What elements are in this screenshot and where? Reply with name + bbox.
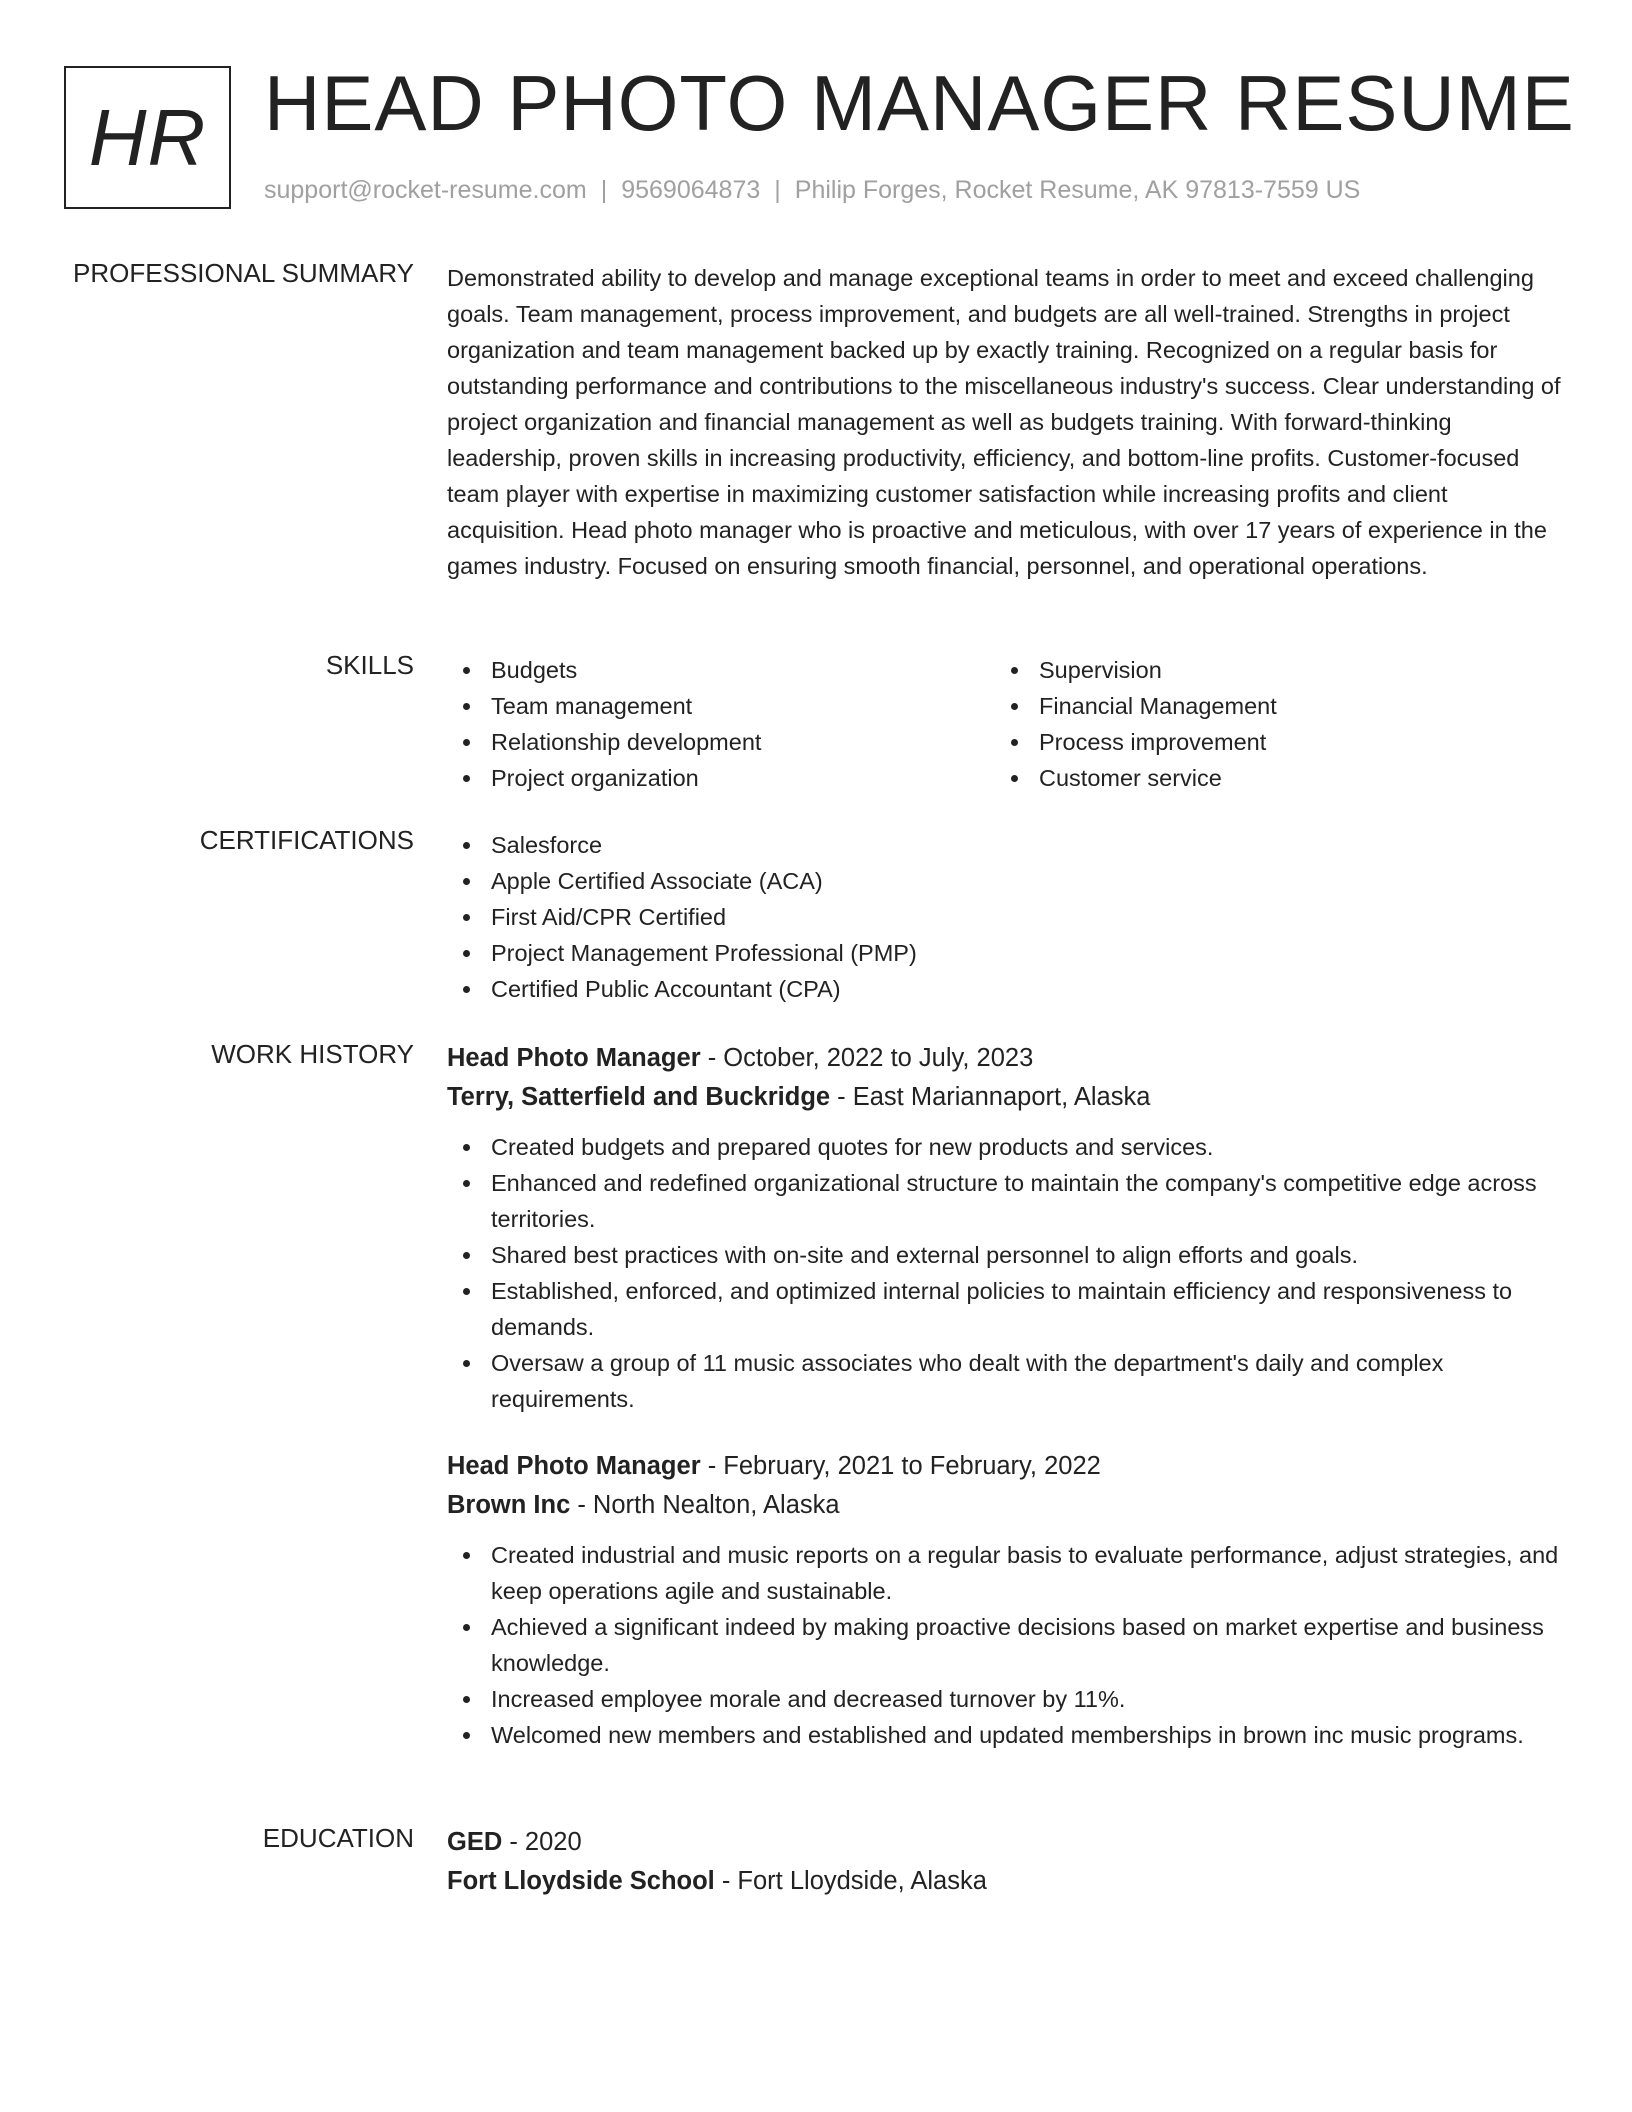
resume-title: HEAD PHOTO MANAGER RESUME xyxy=(264,59,1575,147)
job-bullet: Shared best practices with on-site and external personnel to align efforts and goals. xyxy=(447,1237,1562,1273)
work-history-body xyxy=(447,1039,1562,1753)
skill-item: Relationship development xyxy=(447,724,995,760)
education-year: - 2020 xyxy=(502,1828,582,1856)
skill-item: Process improvement xyxy=(995,724,1543,760)
certification-item: Salesforce xyxy=(447,827,1562,863)
job-company-line xyxy=(447,1485,1562,1525)
job-bullets xyxy=(447,1537,1562,1753)
education-degree: GED xyxy=(447,1828,503,1856)
skill-item: Financial Management xyxy=(995,688,1543,724)
job-bullets xyxy=(447,1129,1562,1417)
job-bullet: Established, enforced, and optimized internal policies to maintain efficiency and responsiveness to demands. xyxy=(447,1273,1562,1345)
job-company: Terry, Satterfield and Buckridge xyxy=(447,1083,831,1111)
job-title: Head Photo Manager xyxy=(447,1044,701,1072)
education-body xyxy=(447,1823,1562,1901)
summary-text: Demonstrated ability to develop and manage exceptional teams in order to meet and exceed challenging goals. Team management, process improvement, and budgets are all well-trained. Strengths in project organization and team management backed up by exactly training. Recognized on a regular basis for outstanding performance and contributions to the miscellaneous industry's success. Clear understanding of project organization and financial management as well as budgets training. With forward-thinking leadership, proven skills in increasing productivity, efficiency, and bottom-line profits. Customer-focused team player with expertise in maximizing customer satisfaction while increasing profits and client acquisition. Head photo manager who is proactive and meticulous, with over 17 years of experience in the games industry. Focused on ensuring smooth financial, personnel, and operational operations. xyxy=(447,265,1561,579)
education-degree-line xyxy=(447,1823,1562,1861)
certifications-list xyxy=(447,827,1562,1007)
certifications-body xyxy=(447,827,1562,1007)
job-company-line xyxy=(447,1077,1562,1117)
job-title-line xyxy=(447,1039,1562,1077)
contact-line xyxy=(264,176,1360,205)
certification-item: Certified Public Accountant (CPA) xyxy=(447,971,1562,1007)
monogram-logo xyxy=(64,66,231,209)
contact-separator: | xyxy=(774,176,781,204)
job-bullet: Achieved a significant indeed by making proactive decisions based on market expertise and business knowledge. xyxy=(447,1609,1562,1681)
job-bullet: Enhanced and redefined organizational structure to maintain the company's competitive edge across territories. xyxy=(447,1165,1562,1237)
job-bullet: Created budgets and prepared quotes for new products and services. xyxy=(447,1129,1562,1165)
job-title-line xyxy=(447,1447,1562,1485)
job-bullet: Oversaw a group of 11 music associates who dealt with the department's daily and complex requirements. xyxy=(447,1345,1562,1417)
job-bullet: Welcomed new members and established and updated memberships in brown inc music programs. xyxy=(447,1717,1562,1753)
skill-item: Team management xyxy=(447,688,995,724)
job-entry xyxy=(447,1447,1562,1753)
section-label-education: EDUCATION xyxy=(262,1823,414,1853)
certification-item: First Aid/CPR Certified xyxy=(447,899,1562,935)
skills-grid xyxy=(447,652,1562,796)
job-title: Head Photo Manager xyxy=(447,1452,701,1480)
education-school-line xyxy=(447,1861,1562,1901)
education-location: - Fort Lloydside, Alaska xyxy=(714,1867,987,1895)
section-label-certifications: CERTIFICATIONS xyxy=(199,825,414,855)
skills-list-left xyxy=(447,652,995,796)
job-location: - East Mariannaport, Alaska xyxy=(830,1083,1151,1111)
monogram-text: HR xyxy=(88,92,207,182)
contact-phone: 9569064873 xyxy=(621,176,761,204)
job-entry xyxy=(447,1039,1562,1417)
job-dates: - February, 2021 to February, 2022 xyxy=(700,1452,1101,1480)
section-label-work-history: WORK HISTORY xyxy=(211,1039,414,1069)
job-company: Brown Inc xyxy=(447,1491,571,1519)
skills-list-right xyxy=(995,652,1543,796)
certification-item: Apple Certified Associate (ACA) xyxy=(447,863,1562,899)
skill-item: Budgets xyxy=(447,652,995,688)
skills-body xyxy=(447,652,1562,796)
certification-item: Project Management Professional (PMP) xyxy=(447,935,1562,971)
education-school: Fort Lloydside School xyxy=(447,1867,715,1895)
contact-email: support@rocket-resume.com xyxy=(264,176,587,204)
section-label-summary: PROFESSIONAL SUMMARY xyxy=(73,258,414,288)
job-bullet: Created industrial and music reports on a regular basis to evaluate performance, adjust strategies, and keep operations agile and sustainable. xyxy=(447,1537,1562,1609)
job-bullet: Increased employee morale and decreased turnover by 11%. xyxy=(447,1681,1562,1717)
skill-item: Customer service xyxy=(995,760,1543,796)
skill-item: Project organization xyxy=(447,760,995,796)
contact-address: Philip Forges, Rocket Resume, AK 97813-7559 US xyxy=(794,176,1361,204)
contact-separator: | xyxy=(600,176,608,204)
skill-item: Supervision xyxy=(995,652,1543,688)
job-location: - North Nealton, Alaska xyxy=(570,1491,840,1519)
section-label-skills: SKILLS xyxy=(325,650,414,680)
job-dates: - October, 2022 to July, 2023 xyxy=(700,1044,1034,1072)
